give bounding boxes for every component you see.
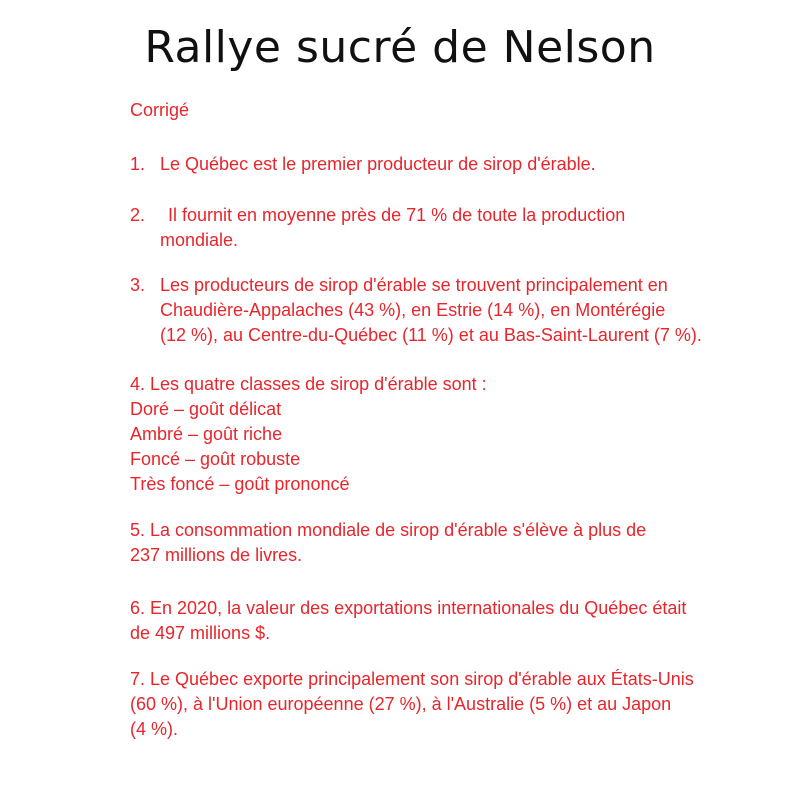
answer-1-number: 1. (130, 154, 146, 174)
maple-class-fonce: Foncé – goût robuste (130, 449, 301, 469)
answer-key-label: Corrigé (130, 100, 190, 120)
answer-2-line-2: mondiale. (160, 230, 239, 250)
answer-3-line-1: Les producteurs de sirop d'érable se trouvent principalement en (160, 275, 668, 295)
answer-5-line-1: 5. La consommation mondiale de sirop d'érable s'élève à plus de (130, 520, 647, 540)
answer-4-intro: 4. Les quatre classes de sirop d'érable sont : (130, 374, 487, 394)
answer-5-line-2: 237 millions de livres. (130, 545, 303, 565)
answer-7-line-2: (60 %), à l'Union européenne (27 %), à l'Australie (5 %) et au Japon (130, 694, 672, 714)
answer-4 (130, 372, 770, 497)
answer-6-line-2: de 497 millions $. (130, 623, 271, 643)
answer-7 (130, 667, 770, 742)
answer-3-line-3: (12 %), au Centre-du-Québec (11 %) et au Bas-Saint-Laurent (7 %). (160, 325, 702, 345)
page-title: Rallye sucré de Nelson (144, 22, 656, 73)
answer-1 (130, 152, 770, 177)
answer-7-line-3: (4 %). (130, 719, 179, 739)
maple-class-dore: Doré – goût délicat (130, 399, 282, 419)
answer-3-number: 3. (130, 275, 146, 295)
answer-6-line-1: 6. En 2020, la valeur des exportations internationales du Québec était (130, 598, 687, 618)
answer-3-line-2: Chaudière-Appalaches (43 %), en Estrie (14 %), en Montérégie (160, 300, 666, 320)
answer-2-line-1: Il fournit en moyenne près de 71 % de toute la production (168, 205, 626, 225)
maple-class-ambre: Ambré – goût riche (130, 424, 283, 444)
answer-3 (130, 273, 770, 348)
answer-7-line-1: 7. Le Québec exporte principalement son sirop d'érable aux États-Unis (130, 669, 694, 689)
answer-2 (130, 203, 770, 253)
answer-6 (130, 596, 770, 646)
answer-1-text: Le Québec est le premier producteur de sirop d'érable. (160, 154, 596, 174)
answer-5 (130, 518, 770, 568)
answer-2-number: 2. (130, 205, 146, 225)
maple-class-tres-fonce: Très foncé – goût prononcé (130, 474, 350, 494)
